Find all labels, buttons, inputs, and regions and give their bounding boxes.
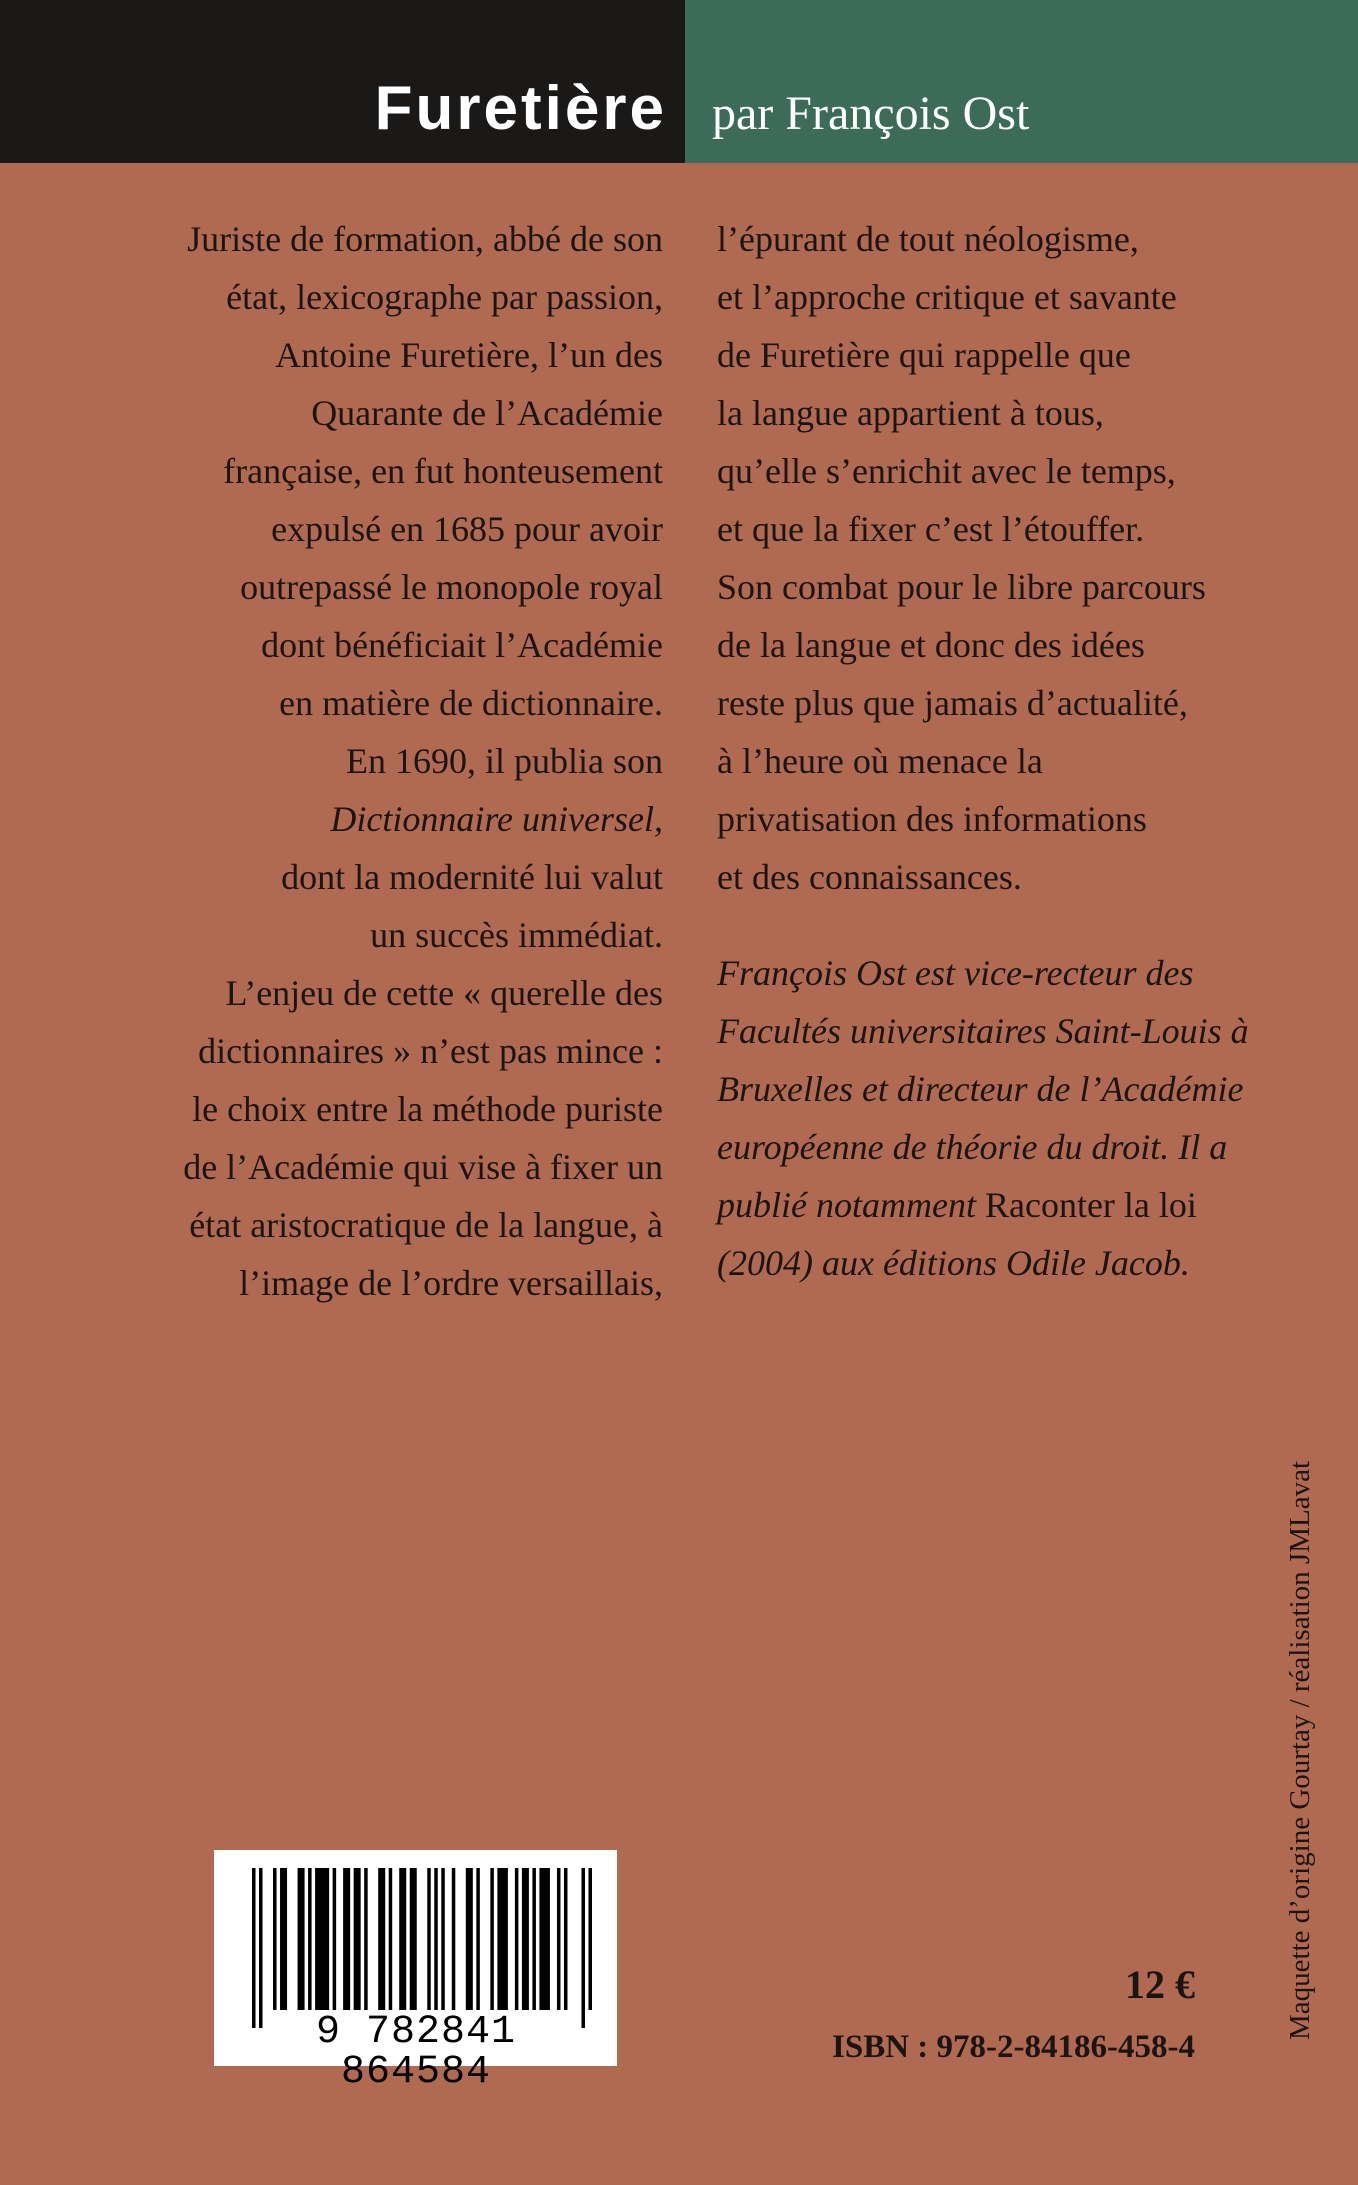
blurb-line: et des connaissances. (717, 857, 1022, 897)
barcode-bar (378, 1868, 385, 2010)
barcode-bar (588, 1868, 592, 2010)
blurb-line: de la langue et donc des idées (717, 625, 1145, 665)
barcode-bar (564, 1868, 568, 2010)
barcode-bar (389, 1868, 393, 2010)
bio-line: Bruxelles et directeur de l’Académie (717, 1069, 1244, 1109)
bio-text: publié notamment (717, 1185, 985, 1225)
barcode-bar (364, 1868, 368, 2010)
barcode-bar (490, 1868, 494, 2010)
barcode-bar (522, 1868, 529, 2010)
blurb-line: dictionnaires » n’est pas mince : (198, 1031, 663, 1071)
design-credit: Maquette d’origine Gourtay / réalisation JMLavat (1284, 1460, 1316, 2040)
barcode-bar (315, 1868, 329, 2010)
barcode-bar (532, 1868, 536, 2010)
barcode-bar (497, 1868, 508, 2010)
blurb-line: reste plus que jamais d’actualité, (717, 683, 1188, 723)
barcode-bar (476, 1868, 480, 2010)
isbn: ISBN : 978-2-84186-458-4 (832, 2029, 1195, 2065)
blurb-line: privatisation des informations (717, 799, 1147, 839)
blurb-line: et que la fixer c’est l’étouffer. (717, 509, 1145, 549)
barcode-bar (354, 1868, 361, 2010)
blurb-line: française, en fut honteusement (223, 451, 663, 491)
blurb-line: l’épurant de tout néologisme, (717, 219, 1139, 259)
blurb-line: dont la modernité lui valut (281, 857, 663, 897)
blurb-line: et l’approche critique et savante (717, 277, 1177, 317)
author-line: par François Ost (712, 87, 1030, 140)
blurb-line: de l’Académie qui vise à fixer un (183, 1147, 663, 1187)
header-dark-band (0, 0, 685, 163)
blurb-line: un succès immédiat. (370, 915, 663, 955)
blurb-line: la langue appartient à tous, (717, 393, 1104, 433)
bio-line: Facultés universitaires Saint-Louis à (717, 1011, 1249, 1051)
blurb-line: de Furetière qui rappelle que (717, 335, 1131, 375)
barcode-bar (399, 1868, 406, 2010)
bio-line: (2004) aux éditions Odile Jacob. (717, 1243, 1190, 1283)
barcode-bar (557, 1868, 561, 2010)
blurb-right-column (717, 210, 1287, 1292)
barcode-bar (441, 1868, 445, 2010)
barcode-bar (539, 1868, 550, 2010)
barcode-bar (343, 1868, 350, 2010)
blurb-line: Son combat pour le libre parcours (717, 567, 1206, 607)
blurb-line: état aristocratique de la langue, à (189, 1205, 663, 1245)
barcode-bar (259, 1868, 263, 2028)
barcode-bar (410, 1868, 417, 2010)
blurb-line: l’image de l’ordre versaillais, (239, 1263, 663, 1303)
blurb-line: le choix entre la méthode puriste (192, 1089, 663, 1129)
blurb-line: Quarante de l’Académie (311, 393, 663, 433)
barcode-bar (466, 1868, 473, 2010)
blurb-line: dont bénéficiait l’Académie (261, 625, 663, 665)
barcode-digits: 9 782841 864584 (315, 2010, 517, 2095)
bio-line (717, 1176, 1287, 1234)
bio-line: François Ost est vice-recteur des (717, 953, 1194, 993)
blurb-line: expulsé en 1685 pour avoir (271, 509, 663, 549)
barcode-bar (252, 1868, 256, 2028)
blurb-line: Juriste de formation, abbé de son (187, 219, 663, 259)
barcode-bar (308, 1868, 312, 2010)
barcode-bar (280, 1868, 287, 2010)
blurb-line: état, lexicographe par passion, (226, 277, 663, 317)
bio-line: européenne de théorie du droit. Il a (717, 1127, 1228, 1167)
barcode-bar (333, 1868, 337, 2010)
blurb-line: en matière de dictionnaire. (279, 683, 663, 723)
blurb-line: L’enjeu de cette « querelle des (225, 973, 663, 1013)
blurb-line: outrepassé le monopole royal (240, 567, 663, 607)
blurb-line: Antoine Furetière, l’un des (275, 335, 663, 375)
blurb-line: à l’heure où menace la (717, 741, 1043, 781)
barcode-bar (427, 1868, 431, 2010)
price: 12 € (1125, 1962, 1195, 2007)
barcode-bar (581, 1868, 585, 2028)
header-green-band (685, 0, 1358, 163)
barcode-bar (515, 1868, 519, 2010)
book-reference: Raconter la loi (984, 1185, 1197, 1225)
blurb-line-dictionary-title: Dictionnaire universel, (330, 799, 663, 839)
barcode-bar (452, 1868, 456, 2010)
barcode-bar (298, 1868, 305, 2010)
barcode-bar (273, 1868, 277, 2010)
blurb-line: qu’elle s’enrichit avec le temps, (717, 451, 1176, 491)
blurb-line: En 1690, il publia son (346, 741, 663, 781)
blurb-left-column (100, 210, 663, 1312)
author-bio (717, 944, 1287, 1292)
barcode-bar (434, 1868, 438, 2010)
barcode (214, 1850, 617, 2095)
book-title: Furetière (374, 74, 667, 143)
